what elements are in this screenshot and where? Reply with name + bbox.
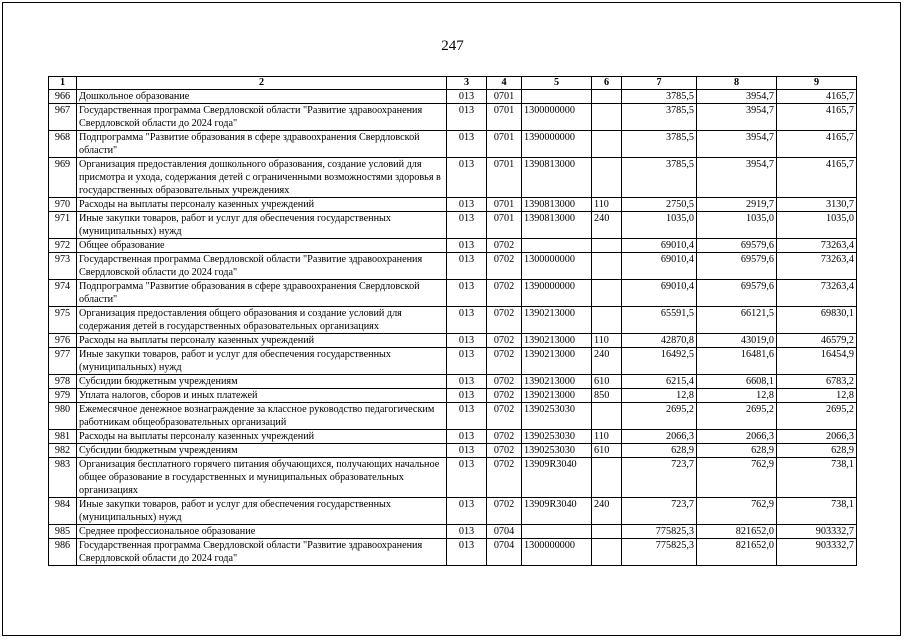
table-row	[49, 375, 857, 389]
row-number: 973	[49, 253, 77, 280]
row-target-code: 1390213000	[522, 389, 592, 403]
row-admin-code: 013	[447, 158, 487, 198]
row-value-col7: 65591,5	[622, 307, 697, 334]
row-target-code: 1390213000	[522, 307, 592, 334]
row-name: Расходы на выплаты персоналу казенных учреждений	[77, 430, 447, 444]
row-value-col8: 1035,0	[697, 212, 777, 239]
row-expense-type	[592, 280, 622, 307]
row-value-col8: 821652,0	[697, 525, 777, 539]
table-row	[49, 444, 857, 458]
row-value-col8: 43019,0	[697, 334, 777, 348]
row-expense-type: 610	[592, 375, 622, 389]
row-value-col8: 12,8	[697, 389, 777, 403]
row-name: Расходы на выплаты персоналу казенных учреждений	[77, 198, 447, 212]
row-section-code: 0702	[487, 498, 522, 525]
row-value-col9: 73263,4	[777, 239, 857, 253]
row-number: 981	[49, 430, 77, 444]
row-target-code	[522, 90, 592, 104]
row-number: 975	[49, 307, 77, 334]
row-expense-type: 240	[592, 348, 622, 375]
row-admin-code: 013	[447, 348, 487, 375]
table-row	[49, 348, 857, 375]
row-section-code: 0702	[487, 334, 522, 348]
row-value-col7: 723,7	[622, 498, 697, 525]
row-target-code: 13909R3040	[522, 458, 592, 498]
row-name: Среднее профессиональное образование	[77, 525, 447, 539]
row-number: 976	[49, 334, 77, 348]
row-section-code: 0702	[487, 403, 522, 430]
row-value-col7: 69010,4	[622, 239, 697, 253]
row-value-col9: 73263,4	[777, 280, 857, 307]
row-value-col9: 1035,0	[777, 212, 857, 239]
row-number: 966	[49, 90, 77, 104]
row-value-col8: 2695,2	[697, 403, 777, 430]
row-value-col7: 3785,5	[622, 158, 697, 198]
row-value-col8: 3954,7	[697, 104, 777, 131]
row-target-code	[522, 239, 592, 253]
row-value-col7: 723,7	[622, 458, 697, 498]
row-target-code: 1300000000	[522, 539, 592, 566]
col-header-6: 6	[592, 77, 622, 90]
row-target-code: 1390000000	[522, 131, 592, 158]
row-admin-code: 013	[447, 539, 487, 566]
row-number: 968	[49, 131, 77, 158]
row-value-col9: 903332,7	[777, 525, 857, 539]
row-number: 978	[49, 375, 77, 389]
row-expense-type: 610	[592, 444, 622, 458]
table-row	[49, 389, 857, 403]
col-header-2: 2	[77, 77, 447, 90]
row-admin-code: 013	[447, 444, 487, 458]
row-value-col8: 6608,1	[697, 375, 777, 389]
row-admin-code: 013	[447, 104, 487, 131]
row-value-col7: 69010,4	[622, 253, 697, 280]
col-header-8: 8	[697, 77, 777, 90]
row-number: 985	[49, 525, 77, 539]
table-row	[49, 239, 857, 253]
row-expense-type	[592, 104, 622, 131]
row-number: 974	[49, 280, 77, 307]
table-row	[49, 498, 857, 525]
row-section-code: 0702	[487, 430, 522, 444]
row-number: 971	[49, 212, 77, 239]
row-admin-code: 013	[447, 498, 487, 525]
row-name: Уплата налогов, сборов и иных платежей	[77, 389, 447, 403]
row-admin-code: 013	[447, 239, 487, 253]
row-name: Ежемесячное денежное вознаграждение за классное руководство педагогическим работникам общеобразовательных организаций	[77, 403, 447, 430]
row-value-col8: 762,9	[697, 498, 777, 525]
row-target-code: 1390213000	[522, 348, 592, 375]
row-value-col9: 903332,7	[777, 539, 857, 566]
row-target-code	[522, 525, 592, 539]
row-expense-type	[592, 525, 622, 539]
row-section-code: 0701	[487, 212, 522, 239]
row-target-code: 1300000000	[522, 104, 592, 131]
row-section-code: 0702	[487, 307, 522, 334]
row-value-col7: 1035,0	[622, 212, 697, 239]
row-admin-code: 013	[447, 458, 487, 498]
row-section-code: 0702	[487, 348, 522, 375]
table-row	[49, 430, 857, 444]
col-header-7: 7	[622, 77, 697, 90]
row-name: Иные закупки товаров, работ и услуг для обеспечения государственных (муниципальных) нужд	[77, 348, 447, 375]
row-name: Подпрограмма "Развитие образования в сфере здравоохранения Свердловской области"	[77, 131, 447, 158]
row-target-code: 1390253030	[522, 430, 592, 444]
table-row	[49, 104, 857, 131]
row-admin-code: 013	[447, 253, 487, 280]
row-name: Государственная программа Свердловской области "Развитие здравоохранения Свердловской области до 2024 года"	[77, 253, 447, 280]
row-expense-type	[592, 158, 622, 198]
row-number: 969	[49, 158, 77, 198]
row-expense-type	[592, 253, 622, 280]
row-value-col7: 628,9	[622, 444, 697, 458]
table-header-row	[49, 77, 857, 90]
row-value-col8: 2066,3	[697, 430, 777, 444]
row-section-code: 0702	[487, 458, 522, 498]
row-target-code: 1300000000	[522, 253, 592, 280]
row-value-col9: 2695,2	[777, 403, 857, 430]
table-row	[49, 458, 857, 498]
col-header-9: 9	[777, 77, 857, 90]
row-value-col8: 3954,7	[697, 90, 777, 104]
table-row	[49, 198, 857, 212]
row-admin-code: 013	[447, 198, 487, 212]
row-section-code: 0701	[487, 198, 522, 212]
row-section-code: 0704	[487, 525, 522, 539]
row-number: 980	[49, 403, 77, 430]
table-row	[49, 90, 857, 104]
row-expense-type	[592, 239, 622, 253]
row-value-col7: 3785,5	[622, 131, 697, 158]
row-value-col7: 2750,5	[622, 198, 697, 212]
row-admin-code: 013	[447, 389, 487, 403]
table-row	[49, 525, 857, 539]
row-expense-type	[592, 131, 622, 158]
row-value-col8: 66121,5	[697, 307, 777, 334]
row-section-code: 0701	[487, 90, 522, 104]
row-name: Общее образование	[77, 239, 447, 253]
row-number: 986	[49, 539, 77, 566]
row-expense-type: 240	[592, 212, 622, 239]
budget-table	[48, 76, 857, 566]
row-section-code: 0702	[487, 444, 522, 458]
row-number: 984	[49, 498, 77, 525]
row-number: 982	[49, 444, 77, 458]
row-number: 970	[49, 198, 77, 212]
col-header-3: 3	[447, 77, 487, 90]
row-target-code: 1390253030	[522, 403, 592, 430]
table-row	[49, 158, 857, 198]
row-admin-code: 013	[447, 375, 487, 389]
row-value-col9: 4165,7	[777, 158, 857, 198]
row-value-col7: 775825,3	[622, 525, 697, 539]
row-target-code: 1390213000	[522, 334, 592, 348]
row-expense-type: 240	[592, 498, 622, 525]
row-value-col7: 2695,2	[622, 403, 697, 430]
row-value-col7: 2066,3	[622, 430, 697, 444]
row-section-code: 0701	[487, 131, 522, 158]
row-value-col8: 821652,0	[697, 539, 777, 566]
row-section-code: 0701	[487, 104, 522, 131]
table-row	[49, 131, 857, 158]
row-value-col9: 738,1	[777, 498, 857, 525]
row-value-col7: 3785,5	[622, 90, 697, 104]
row-name: Иные закупки товаров, работ и услуг для обеспечения государственных (муниципальных) нужд	[77, 212, 447, 239]
row-section-code: 0702	[487, 389, 522, 403]
row-target-code: 13909R3040	[522, 498, 592, 525]
row-target-code: 1390813000	[522, 198, 592, 212]
row-admin-code: 013	[447, 90, 487, 104]
row-expense-type: 110	[592, 430, 622, 444]
row-name: Организация бесплатного горячего питания обучающихся, получающих начальное общее образование в государственных и муниципальных образовательных организациях	[77, 458, 447, 498]
row-value-col8: 69579,6	[697, 239, 777, 253]
col-header-4: 4	[487, 77, 522, 90]
row-number: 977	[49, 348, 77, 375]
row-number: 972	[49, 239, 77, 253]
row-expense-type	[592, 539, 622, 566]
row-expense-type: 110	[592, 334, 622, 348]
row-value-col9: 16454,9	[777, 348, 857, 375]
row-expense-type	[592, 307, 622, 334]
row-expense-type	[592, 403, 622, 430]
row-value-col7: 3785,5	[622, 104, 697, 131]
row-value-col8: 69579,6	[697, 280, 777, 307]
row-admin-code: 013	[447, 525, 487, 539]
page-number: 247	[441, 38, 464, 54]
row-value-col9: 6783,2	[777, 375, 857, 389]
row-value-col7: 6215,4	[622, 375, 697, 389]
table-row	[49, 403, 857, 430]
row-admin-code: 013	[447, 403, 487, 430]
row-value-col8: 2919,7	[697, 198, 777, 212]
row-value-col8: 3954,7	[697, 131, 777, 158]
row-name: Иные закупки товаров, работ и услуг для обеспечения государственных (муниципальных) нужд	[77, 498, 447, 525]
row-expense-type	[592, 90, 622, 104]
row-name: Подпрограмма "Развитие образования в сфере здравоохранения Свердловской области"	[77, 280, 447, 307]
row-number: 967	[49, 104, 77, 131]
row-value-col7: 69010,4	[622, 280, 697, 307]
row-section-code: 0704	[487, 539, 522, 566]
row-admin-code: 013	[447, 212, 487, 239]
row-target-code: 1390813000	[522, 212, 592, 239]
table-row	[49, 539, 857, 566]
row-admin-code: 013	[447, 280, 487, 307]
row-value-col9: 738,1	[777, 458, 857, 498]
row-value-col9: 73263,4	[777, 253, 857, 280]
row-value-col7: 775825,3	[622, 539, 697, 566]
row-section-code: 0701	[487, 158, 522, 198]
row-value-col8: 628,9	[697, 444, 777, 458]
col-header-1: 1	[49, 77, 77, 90]
row-name: Субсидии бюджетным учреждениям	[77, 375, 447, 389]
row-value-col8: 16481,6	[697, 348, 777, 375]
row-expense-type: 110	[592, 198, 622, 212]
row-value-col9: 3130,7	[777, 198, 857, 212]
row-admin-code: 013	[447, 307, 487, 334]
row-expense-type: 850	[592, 389, 622, 403]
row-expense-type	[592, 458, 622, 498]
row-value-col7: 12,8	[622, 389, 697, 403]
row-target-code: 1390813000	[522, 158, 592, 198]
row-value-col9: 4165,7	[777, 131, 857, 158]
row-name: Дошкольное образование	[77, 90, 447, 104]
row-value-col8: 762,9	[697, 458, 777, 498]
row-target-code: 1390253030	[522, 444, 592, 458]
row-value-col9: 2066,3	[777, 430, 857, 444]
row-value-col9: 4165,7	[777, 104, 857, 131]
row-value-col8: 69579,6	[697, 253, 777, 280]
row-value-col9: 46579,2	[777, 334, 857, 348]
row-admin-code: 013	[447, 334, 487, 348]
table-row	[49, 212, 857, 239]
row-section-code: 0702	[487, 253, 522, 280]
row-name: Расходы на выплаты персоналу казенных учреждений	[77, 334, 447, 348]
row-value-col9: 628,9	[777, 444, 857, 458]
row-target-code: 1390213000	[522, 375, 592, 389]
table-row	[49, 334, 857, 348]
table-row	[49, 307, 857, 334]
row-value-col8: 3954,7	[697, 158, 777, 198]
row-name: Государственная программа Свердловской области "Развитие здравоохранения Свердловской области до 2024 года"	[77, 539, 447, 566]
row-value-col9: 12,8	[777, 389, 857, 403]
row-section-code: 0702	[487, 280, 522, 307]
row-value-col9: 4165,7	[777, 90, 857, 104]
row-value-col7: 16492,5	[622, 348, 697, 375]
table-row	[49, 280, 857, 307]
row-name: Государственная программа Свердловской области "Развитие здравоохранения Свердловской области до 2024 года"	[77, 104, 447, 131]
row-number: 979	[49, 389, 77, 403]
row-target-code: 1390000000	[522, 280, 592, 307]
row-name: Организация предоставления общего образования и создание условий для содержания детей в государственных образовательных организациях	[77, 307, 447, 334]
col-header-5: 5	[522, 77, 592, 90]
table-row	[49, 253, 857, 280]
row-name: Субсидии бюджетным учреждениям	[77, 444, 447, 458]
row-admin-code: 013	[447, 430, 487, 444]
row-value-col9: 69830,1	[777, 307, 857, 334]
row-section-code: 0702	[487, 239, 522, 253]
row-name: Организация предоставления дошкольного образования, создание условий для присмотра и ухода, содержания детей с ограниченными возможностями здоровья в государственных образовательных учреждениях	[77, 158, 447, 198]
row-value-col7: 42870,8	[622, 334, 697, 348]
row-admin-code: 013	[447, 131, 487, 158]
row-number: 983	[49, 458, 77, 498]
row-section-code: 0702	[487, 375, 522, 389]
